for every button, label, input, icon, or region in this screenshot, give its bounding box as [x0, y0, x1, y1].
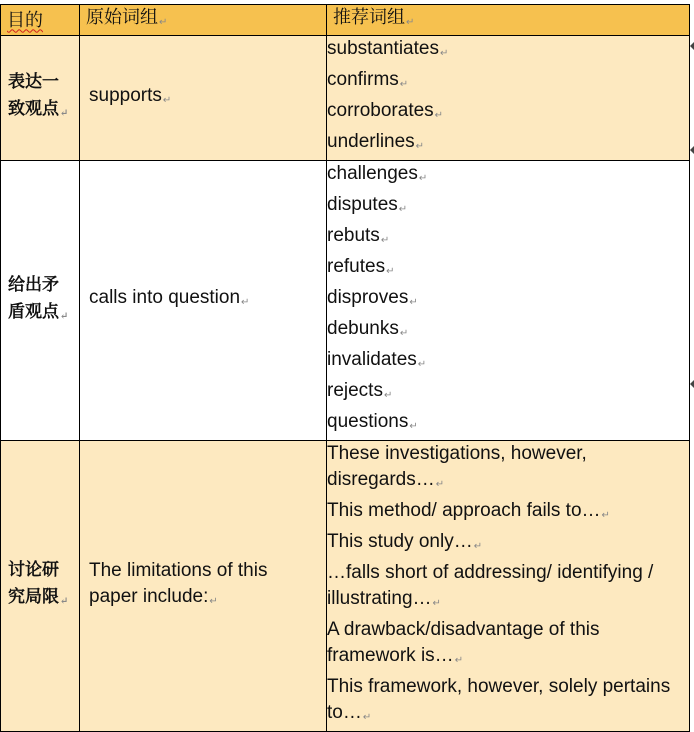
- paragraph-mark-icon: ↵: [162, 94, 172, 106]
- recommended-phrase: challenges: [327, 163, 418, 184]
- paragraph-mark-icon: ↵: [454, 655, 464, 666]
- table-row: [1, 161, 690, 441]
- paragraph-mark-icon: ↵: [362, 712, 372, 723]
- paragraph-mark-icon: ↵: [415, 141, 425, 152]
- paragraph-mark-icon: ↵: [434, 110, 444, 121]
- recommended-cell[interactable]: [327, 441, 690, 732]
- paragraph-mark-icon: ↵: [399, 79, 409, 90]
- header-cell-recommended[interactable]: [327, 5, 690, 36]
- original-cell[interactable]: [80, 161, 327, 441]
- recommended-phrase: corroborates: [327, 100, 434, 121]
- recommended-phrase: underlines: [327, 131, 415, 152]
- paragraph-mark-icon: ↵: [409, 297, 418, 308]
- recommended-phrase: disproves: [327, 287, 409, 308]
- paragraph-mark-icon: ↵: [418, 173, 428, 184]
- table-header-row: [1, 5, 690, 36]
- purpose-line: 究局限: [8, 587, 59, 607]
- paragraph-mark-icon: ↵: [409, 421, 418, 432]
- recommended-cell[interactable]: [327, 36, 690, 161]
- purpose-cell[interactable]: [1, 36, 80, 161]
- paragraph-mark-icon: ↵: [406, 17, 415, 28]
- paragraph-mark-icon: ↵: [399, 328, 409, 339]
- recommended-phrase: This study only…: [327, 531, 473, 552]
- recommended-phrase: debunks: [327, 318, 399, 339]
- paragraph-mark-icon: ↵: [432, 598, 441, 609]
- recommended-phrase: rebuts: [327, 225, 380, 246]
- paragraph-mark-icon: ↵: [60, 310, 69, 322]
- original-phrase: supports: [89, 84, 162, 106]
- recommended-phrase: These investigations, however, disregards…: [327, 443, 587, 490]
- recommended-phrase: invalidates: [327, 349, 417, 370]
- paragraph-mark-icon: ↵: [439, 48, 449, 59]
- table-row: [1, 36, 690, 161]
- paragraph-mark-icon: ↵: [435, 479, 445, 490]
- header-cell-purpose[interactable]: [1, 5, 80, 36]
- recommended-phrase: …falls short of addressing/ identifying / illustrating…: [327, 562, 654, 609]
- paragraph-mark-icon: ↵: [380, 235, 390, 246]
- recommended-phrase: disputes: [327, 194, 398, 215]
- paragraph-mark-icon: ↵: [601, 510, 610, 521]
- recommended-phrase: substantiates: [327, 38, 439, 59]
- original-phrase-line: paper include:: [89, 585, 209, 607]
- recommended-phrase: rejects: [327, 380, 383, 401]
- original-phrase: calls into question: [89, 287, 241, 308]
- purpose-line: 表达一: [8, 72, 59, 92]
- recommended-phrase: refutes: [327, 256, 386, 277]
- header-original-label: 原始词组: [86, 7, 158, 28]
- header-purpose-label: 目的: [7, 9, 43, 31]
- row-end-marker-icon: [690, 380, 694, 388]
- paragraph-mark-icon: ↵: [398, 204, 408, 215]
- phrase-table: [0, 4, 690, 732]
- recommended-phrase: questions: [327, 411, 409, 432]
- row-end-marker-icon: [690, 146, 694, 154]
- header-recommended-label: 推荐词组: [333, 7, 405, 28]
- purpose-line: 给出矛: [8, 274, 59, 295]
- purpose-line: 致观点: [8, 99, 59, 119]
- purpose-line: 讨论研: [8, 560, 59, 580]
- recommended-phrase: This method/ approach fails to…: [327, 500, 601, 521]
- original-cell[interactable]: [80, 441, 327, 732]
- header-cell-original[interactable]: [80, 5, 327, 36]
- original-phrase-line: The limitations of this: [89, 559, 268, 581]
- paragraph-mark-icon: ↵: [386, 266, 395, 277]
- paragraph-mark-icon: ↵: [473, 541, 483, 552]
- purpose-cell[interactable]: [1, 161, 80, 441]
- paragraph-mark-icon: ↵: [383, 390, 393, 401]
- paragraph-mark-icon: ↵: [60, 596, 69, 607]
- recommended-phrase: This framework, however, solely pertains to…: [327, 676, 671, 723]
- table-row: [1, 441, 690, 732]
- paragraph-mark-icon: ↵: [417, 359, 427, 370]
- row-end-marker-icon: [690, 42, 694, 50]
- recommended-cell[interactable]: [327, 161, 690, 441]
- paragraph-mark-icon: ↵: [159, 17, 168, 28]
- recommended-phrase: A drawback/disadvantage of this framework is…: [327, 619, 600, 666]
- purpose-cell[interactable]: [1, 441, 80, 732]
- purpose-line: 盾观点: [8, 301, 59, 322]
- recommended-phrase: confirms: [327, 69, 399, 90]
- paragraph-mark-icon: ↵: [209, 595, 218, 607]
- paragraph-mark-icon: ↵: [241, 297, 250, 308]
- original-cell[interactable]: [80, 36, 327, 161]
- paragraph-mark-icon: ↵: [60, 108, 69, 119]
